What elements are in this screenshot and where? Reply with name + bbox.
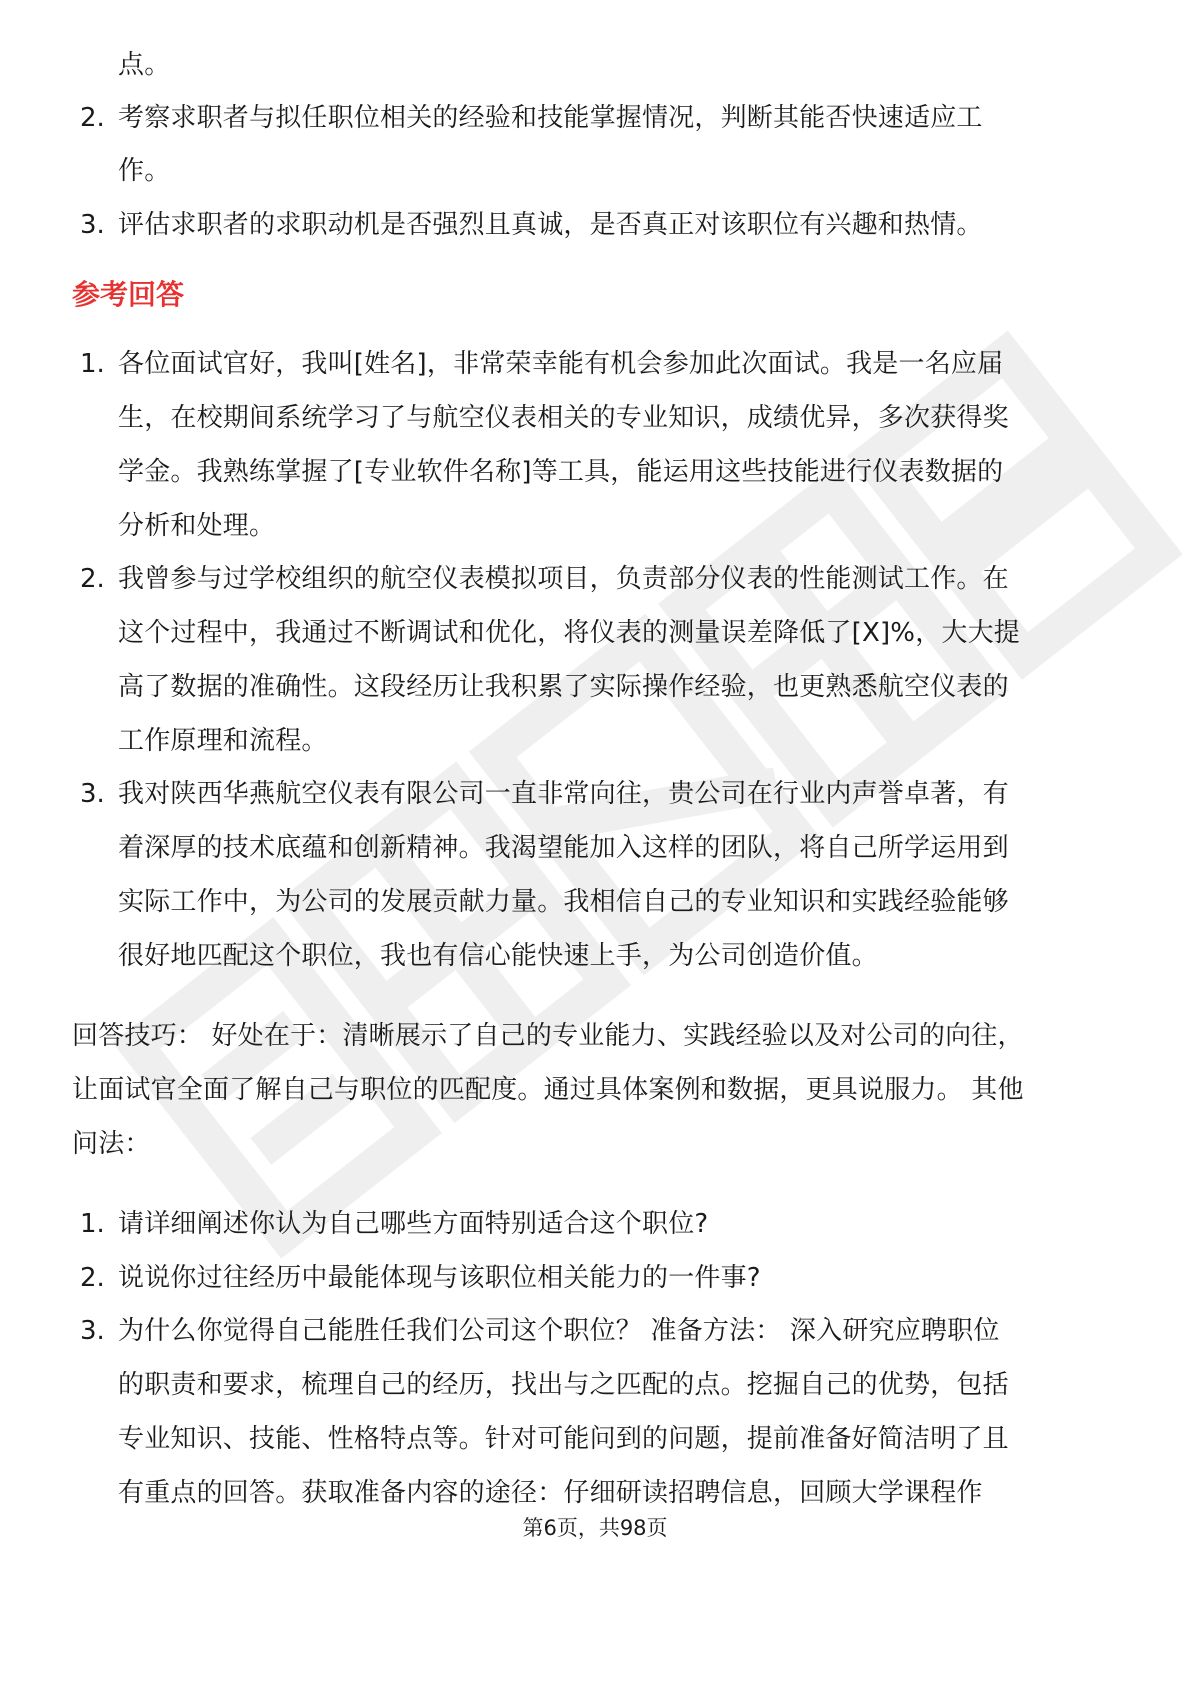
answer-line: 实际工作中，为公司的发展贡献力量。我相信自己的专业知识和实践经验能够 xyxy=(118,887,1009,917)
list-number: 2. xyxy=(80,564,105,594)
list-item-line: 考察求职者与拟任职位相关的经验和技能掌握情况，判断其能否快速适应工 xyxy=(118,103,983,133)
list-item-line: 作。 xyxy=(118,156,171,186)
list-number: 3. xyxy=(80,779,105,809)
answer-line: 学金。我熟练掌握了[专业软件名称]等工具，能运用这些技能进行仪表数据的 xyxy=(118,457,1004,487)
question-line: 为什么你觉得自己能胜任我们公司这个职位？ 准备方法： 深入研究应聘职位 xyxy=(118,1316,1000,1346)
question-line: 请详细阐述你认为自己哪些方面特别适合这个职位? xyxy=(118,1209,709,1239)
answer-line: 生，在校期间系统学习了与航空仪表相关的专业知识，成绩优异，多次获得奖 xyxy=(118,403,1009,433)
page-number-footer: 第6页，共98页 xyxy=(522,1516,668,1540)
list-number: 1. xyxy=(80,349,105,379)
tips-line: 回答技巧： 好处在于：清晰展示了自己的专业能力、实践经验以及对公司的向往， xyxy=(72,1021,1024,1051)
question-line: 有重点的回答。获取准备内容的途径：仔细研读招聘信息，回顾大学课程作 xyxy=(118,1478,983,1508)
list-number: 3. xyxy=(80,210,105,240)
answer-line: 各位面试官好，我叫[姓名]，非常荣幸能有机会参加此次面试。我是一名应届 xyxy=(118,349,1004,379)
answer-line: 高了数据的准确性。这段经历让我积累了实际操作经验，也更熟悉航空仪表的 xyxy=(118,672,1009,702)
list-number: 1. xyxy=(80,1209,105,1239)
answer-line: 这个过程中，我通过不断调试和优化，将仪表的测量误差降低了[X]%，大大提 xyxy=(118,618,1021,648)
list-item-1-tail: 点。 xyxy=(118,50,171,80)
answer-line: 我曾参与过学校组织的航空仪表模拟项目，负责部分仪表的性能测试工作。在 xyxy=(118,564,1009,594)
answer-line: 分析和处理。 xyxy=(118,511,276,541)
answer-line: 很好地匹配这个职位，我也有信心能快速上手，为公司创造价值。 xyxy=(118,941,878,971)
answer-line: 工作原理和流程。 xyxy=(118,726,328,756)
tips-line: 问法： xyxy=(72,1129,151,1159)
question-line: 专业知识、技能、性格特点等。针对可能问到的问题，提前准备好简洁明了且 xyxy=(118,1424,1009,1454)
question-line: 说说你过往经历中最能体现与该职位相关能力的一件事? xyxy=(118,1263,761,1293)
list-number: 2. xyxy=(80,103,105,133)
question-line: 的职责和要求，梳理自己的经历，找出与之匹配的点。挖掘自己的优势，包括 xyxy=(118,1370,1009,1400)
answer-line: 着深厚的技术底蕴和创新精神。我渴望能加入这样的团队，将自己所学运用到 xyxy=(118,833,1009,863)
list-number: 2. xyxy=(80,1263,105,1293)
section-heading-reference-answer: 参考回答 xyxy=(72,278,185,311)
tips-line: 让面试官全面了解自己与职位的匹配度。通过具体案例和数据，更具说服力。 其他 xyxy=(72,1075,1024,1105)
answer-line: 我对陕西华燕航空仪表有限公司一直非常向往，贵公司在行业内声誉卓著，有 xyxy=(118,779,1009,809)
list-item-line: 评估求职者的求职动机是否强烈且真诚，是否真正对该职位有兴趣和热情。 xyxy=(118,210,983,240)
list-number: 3. xyxy=(80,1316,105,1346)
